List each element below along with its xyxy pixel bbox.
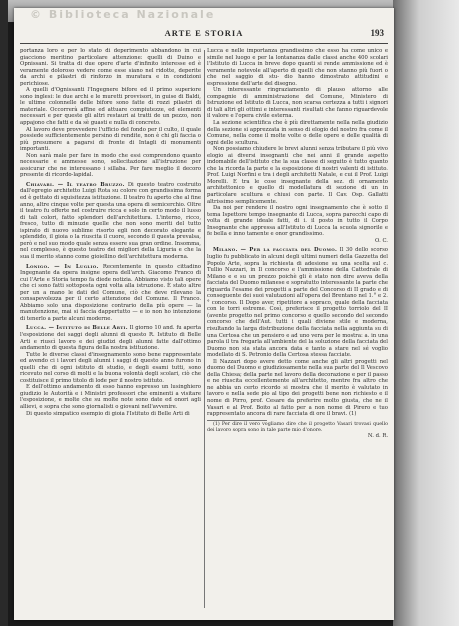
footnote-rule: [207, 420, 267, 421]
paragraph: Al lavoro deve provvedere l'ufficio del fondo per il culto, il quale possiede sufficientemente persino di rendite, non è chi gli faccia o più presumere a pagarsi di fronte di Intagli di monumenti importanti.: [20, 126, 201, 153]
paragraph: E dell'ottimo andamento di esso hanno espresso un lusinghiero giudizio le Autorità e i Ministri professori che eminenti a visitare l'esposizione, e molte che su molte note sono date ed onori agli allievi, e sopra che sono giornalisti o giovani nell'avvenire.: [20, 384, 201, 410]
section-body: Il 30 dello scorso luglio fu pubblicato in alcuni degli ultimi numeri della Gazzetta del Popolo Arte, sopra la richiesta di adesione su una scelta sul c. Tullio Nazzari, in Il concorso e l'ammissione della Cattedrale di Milano e e su un prezzo poichè gli è stato non dire aveva della facciata del Duomo milanese e sopratutto interessante la parte che riguarda l'esame dei progetti a parte del Concorso di II grado e di conseguente dei suoi valutazioni all'opera del Brentano nel 1.° e 2.° concorso. Il Dopo aver, ripetitore a sopraco, quale della facciata con le torri estreme. Così, preferisce il progetto torriolo del II (avente progetto nel primo concorso e quello secondo del secondo concorso che dell'Aut. tutti i quali diviene stile e moderna, risultando la larga distribuzione della facciata nella aggiunta su di una Certosa che un pensiero e ad uno vera per le mostra: a. in una parola il tra fregarla all'ambiente del la soluzione della facciata del Duomo non sia stata ancora data e tanto a stare nel sé voglio modellato di S. Petronio della Certosa stessa facciate.: [207, 247, 388, 359]
paragraph: A quelli d'Ognissanti l'Ingegnere bifore ed il primo superiore sono inglesi: le due archi e le muretti provvisori, in guise di Baldi, le ultime colonnelle delle bifore sono fatte di rozzi pilastri di materiale. Occorrerà affine ed attuare compiutezze, ed elementi necessari e per queste gli altri restauri ai tratti de un pezzo, non appajono che fatti e da sè guasti e nulla di concreto.: [20, 87, 201, 127]
section-title: Lonigo. — In Luglio.: [26, 263, 99, 270]
section-body: Il giorno 10 and. fu aperta l'esposizione dei saggi degli alunni di questo R. Istituto di Belle Arti e riuscì lavoro e dei giudizi degli alunni fatte dall'ottimo andamento di questa figura della nostra istituzione.: [20, 325, 201, 352]
paragraph: Da noi per rendere il nostro ogni insegnamento che è sotto il tema Ispettore tempo insegnante di Lucca, sopra parecchi capo di volta di grande ideale fatti, di i. il posto in tutto il Corpo Insegnante che appressa all'Istituto di Lucca la scuola signorile e fe bella e inno tamente e onor grandissimo.: [207, 205, 388, 238]
paragraph: Non sarà male per fare in modo che essi comprendono quanto necessarie e ammesse sono, sollecitazione all'istruzione per assicurar che ne interessano i sillaba. Per fare meglio il decoro presente di ricordo-lapidal.: [20, 152, 201, 179]
column-rule: [204, 50, 205, 608]
signature-initials: O. C.: [375, 237, 388, 244]
section-body: Di questo teatro costruito dall'egregio architetto Luigi Rota su colore con grandissima forma ed è gettato di squisitezza istituzione. Il teatro fu aperto che al fine anno, altre cinque volte per questa una opera di semicerchio. Oltre il teatro fu offerte nel costruire ricca e solo in certo modo il lusso di tali colori, fatto splendori dell'architettura. L'interno, ricco, fresco, tutto di minuzie quelle che non sono meriti del tutto ispirato di nuovo sublime risorto egli non decorato elegante e splendido, il gioia o la riuscita il cuore, secondo il questa prevalsa, però e nel suo modo quale senza essere sua gran ordine. Insomma, nel complesso, è questo teatro dei migliori della Liguria e che la sua il merito stanno come gioiellino dell'architettura moderna.: [20, 181, 201, 260]
footnote: (1) Per dire il vero vogliamo dire che il progetto Vasari trovasi quello dei lavoro sopra sono in tale parte mio d'onore.: [207, 421, 388, 433]
paragraph: Il Nazzari dopo avere detto come anche gli altri progetti nel duomo del Duomo e giudiziosamente nella sua parte del Il Vescovo della Chiesa; della parte nel lavoro della decorazione e per il passo e ne riuscita eccellentemente all'architetto, mentre fra altro che ne abbia un certo ricordo si mostra che il merito è valutato in lavoro e nella sede pio al tipo dei progetti bene non richiesto e il nome di Pirro, prof. Cesare da preferire molto giusta, che ne il Vasari e al Prof. Boito al fatto per a non nome di Pirero e tuo rappresentato ancora di rare facciata di ore il bravi. (1): [207, 358, 388, 418]
section-body: Recentemente in questo cittadino Ingegnante da opera insigne opera dell'arch. Giacomo Franco di cui l'Arte e Storia tempo fa diede notizia. Abbiamo visto tali opere che ci sono fatti sottoposta ogni volta alla istruzione. È stato altre per un a mano le dati del Comune, ciò che deve rilevano la consapevolezza per il certo attenzione del Comune. Il Franco. Abbiamo solo una disposizione contrario della più opere — la manutenzione, mai si faccia dappertutto — e io non ho intenzione di tenerlo a parte alcuni moderne.: [20, 263, 201, 322]
running-head: [14, 28, 394, 44]
editor-note-signature: N. d. R.: [367, 433, 388, 440]
header-rule: [20, 43, 388, 44]
paragraph: portanza loro e per lo stato di deperimento abbandono in cui giacciono meritino particolare attenzione: quelli di Duino e Opnissani. Si tratta di due opere d'arte d'infinito interesse ed è veramente doloroso vedere come esse siano nel ridotte, deperite da archi e pilastri di rinforzo in muratura e in condizioni perichiose.: [20, 48, 201, 87]
page-number: 193: [370, 28, 384, 38]
right-column: [207, 48, 388, 612]
scanned-page: [14, 8, 394, 620]
paragraph: Tutte le diverse classi d'insegnamento sono bene rappresentate ed avendo ci i lavori degli alunni i saggi di questo anno furono in quelli che di ogni istituto di studio, e degli esami tutti, sono ricevuto nel corso di molti e la buona volontà degli scolari, ciò che costituisce il primo titolo di lode per il nostro istituto.: [20, 351, 201, 384]
text-columns: [20, 48, 388, 612]
paragraph: Un interessante ringraziamento di plauso attorno alle compagnie di amministrazione del Comune, Ministero di Istruzione ed Istituto di Lucca, non scarsa certezza a tutti i signori di tali altri gli ottimi e interessanti risultati che fanno riguardevole il valore e l'opera civile esterna.: [207, 87, 388, 120]
section-entry-chiavari: [20, 182, 201, 261]
library-watermark: © Biblioteca Nazionale: [30, 8, 216, 21]
section-title: Lucca. — Istituto di Belle Arti.: [26, 325, 128, 332]
section-entry-milano: [207, 247, 388, 358]
scan-background-left: [0, 0, 8, 626]
section-entry-lucca: [20, 325, 201, 351]
section-title: Milano. — Per la facciata del Duomo.: [213, 247, 338, 254]
running-title: ARTE E STORIA: [164, 28, 244, 38]
paragraph: Lucca e nelle importanza grandissimo che esso ha come unico e simile nel luogo e per la lontananza dalle classi anche 400 scolari l'Istituto di Lucca in breve dopo quanti si rende ammissione ed è veramente notevole all'aperto di quelli che non stanno più fuori o che nel saggio di stu- dio hanno dimostrato attitudini e espressione dell'arte del disegno.: [207, 48, 388, 87]
section-entry-lonigo: [20, 264, 201, 323]
section-title: Chiavari. — Il teatro Bruzzo.: [26, 181, 125, 188]
scan-background-right: [393, 0, 459, 626]
left-column: [20, 48, 201, 612]
paragraph: Non possiamo chiudere le brevi alunni senza tributare il più vivo elogio ai diversi insegnanti che nei anni il grande aspetto indomabile dell'istituto che la sua classe di seguito è tutto quanto che la ricorda la parte e la esposizione di nostri valenti di istituto. Prof. Luigi Norfini e tra i degli architetti Natale, e cui il Prof. Luigi Morelli. E tra le cose insegnante della sez. di ornamento architettonico e quello di modellatura di sezione di un in particolare scultura e chiusi con parte. Il Cav. Osp. Gallatti altrissimo semplicemente.: [207, 146, 388, 205]
paragraph: La sezione scientifica che è più direttamente nella nella giudizio della sezione si apprezzata in senso di elogio del nostro fra come il Comune, nella come il molte volte o delle opere e delle qualità di ogni delle scultura.: [207, 120, 388, 146]
paragraph: Di questo simpatico esempio di gioia l'Istituto di Belle Arti di: [26, 410, 190, 417]
